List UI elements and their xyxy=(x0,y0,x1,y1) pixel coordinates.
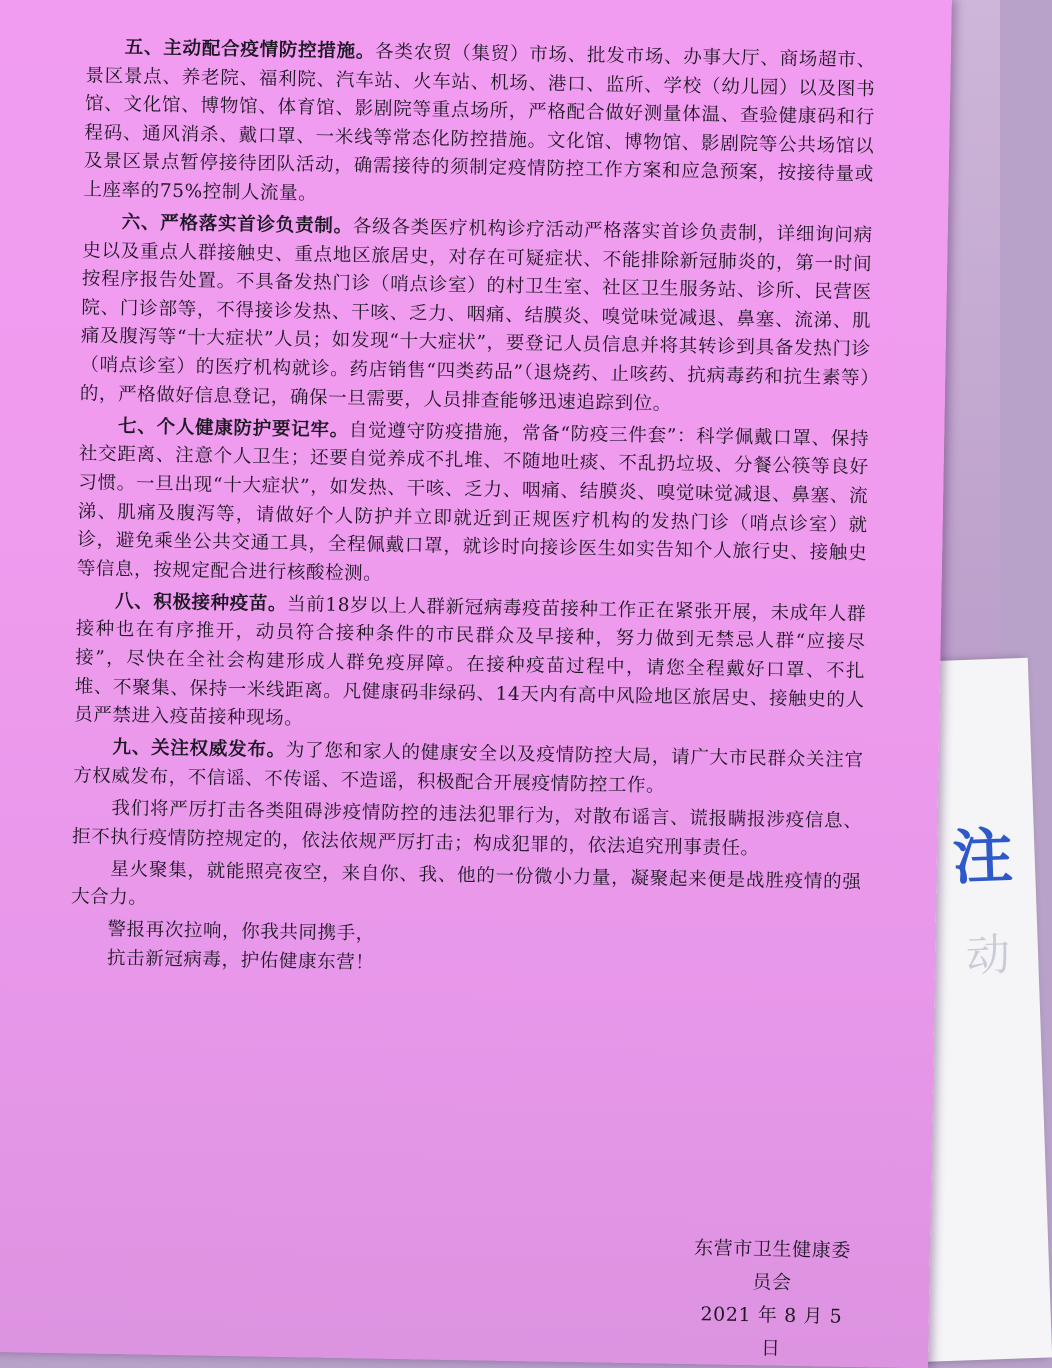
closing-line-1: 警报再次拉响，你我共同携手， xyxy=(107,919,376,945)
section-9-body: 为了您和家人的健康安全以及疫情防控大局，请广大市民群众关注官方权威发布，不信谣、不传谣、不造谣，积极配合开展疫情防控工作。 xyxy=(73,740,864,797)
section-5-body: 各类农贸（集贸）市场、批发市场、办事大厅、商场超市、景区景点、养老院、福利院、汽车站、火车站、机场、港口、监所、学校（幼儿园）以及图书馆、文化馆、博物馆、体育馆、影剧院等重点场所，严格配合做好测量体温、查验健康码和行程码、通风消杀、戴口罩、一米线等常态化防控措施。文化馆、博物馆、影剧院等公共场馆以及景区景点暂停接待团队活动，确需接待的须制定疫情防控工作方案和应急预案，按接待量或上座率的75%控制人流量。 xyxy=(83,41,876,205)
section-9-heading: 九、关注权威发布。 xyxy=(112,737,287,762)
underlying-sheet-blue-char: 注 xyxy=(951,821,1014,894)
section-5 xyxy=(83,33,876,218)
section-6-body: 各级各类医疗机构诊疗活动严格落实首诊负责制，详细询问病史以及重点人群接触史、重点地区旅居史，对存在可疑症状、不能排除新冠肺炎的，第一时间按程序报告处置。不具备发热门诊（哨点诊室）的村卫生室、社区卫生服务站、诊所、民营医院、门诊部等，不得接诊发热、干咳、乏力、咽痛、结膜炎、嗅觉味觉减退、鼻塞、流涕、肌痛及腹泻等“十大症状”人员；如发现“十大症状”，要登记人员信息并将其转诊到具备发热门诊（哨点诊室）的医疗机构就诊。药店销售“四类药品”（退烧药、止咳药、抗病毒药和抗生素等）的，严格做好信息登记，确保一旦需要，人员排查能够迅速追踪到位。 xyxy=(79,216,873,415)
closing-slogan xyxy=(70,916,861,987)
section-8-body: 当前18岁以上人群新冠病毒疫苗接种工作正在紧张开展，未成年人群接种也在有序推开，动员符合接种条件的市民群众及早接种，努力做到无禁忌人群“应接尽接”，尽快在全社会构建形成人群免疫屏障。在接种疫苗过程中，请您全程戴好口罩、不扎堆、不聚集、保持一米线距离。凡健康码非绿码、14天内有高中风险地区旅居史、接触史的人员严禁进入疫苗接种现场。 xyxy=(74,593,867,730)
signature-org: 东营市卫生健康委员会 xyxy=(693,1237,852,1294)
section-8 xyxy=(74,587,866,744)
notice-body xyxy=(70,33,876,1360)
paragraph-crackdown: 我们将严厉打击各类阻碍涉疫情防控的违法犯罪行为，对散布谣言、谎报瞒报涉疫信息、拒不执行疫情防控规定的，依法依规严厉打击；构成犯罪的，依法追究刑事责任。 xyxy=(71,797,863,859)
section-6-heading: 六、严格落实首诊负责制。 xyxy=(121,212,354,238)
section-8-heading: 八、积极接种疫苗。 xyxy=(114,590,288,615)
signature-block xyxy=(688,1232,855,1367)
closing-line-2: 抗击新冠病毒，护佑健康东营！ xyxy=(106,947,375,974)
section-7-body: 自觉遵守防疫措施，常备“防疫三件套”：科学佩戴口罩、保持社交距离、注意个人卫生；还要自觉养成不扎堆、不随地吐痰、不乱扔垃圾、分餐公筷等良好习惯。一旦出现“十大症状”，如发热、干咳、乏力、咽痛、结膜炎、嗅觉味觉减退、鼻塞、流涕、肌痛及腹泻等，请做好个人防护并立即就近到正规医疗机构的发热门诊（哨点诊室）就诊，避免乘坐公共交通工具，全程佩戴口罩，就诊时向接诊医生如实告知个人旅行史、接触史等信息，按规定配合进行核酸检测。 xyxy=(76,419,870,585)
signature-date: 2021 年 8 月 5 日 xyxy=(700,1303,843,1360)
section-7 xyxy=(77,412,870,597)
section-6 xyxy=(80,208,873,422)
section-5-heading: 五、主动配合疫情防控措施。 xyxy=(124,37,376,63)
section-7-heading: 七、个人健康防护要记牢。 xyxy=(117,415,350,441)
underlying-sheet-grey-char: 动 xyxy=(965,929,1011,983)
paragraph-spark: 星火聚集，就能照亮夜空，来自你、我、他的一份微小力量，凝聚起来便是战胜疫情的强大合力。 xyxy=(70,858,862,909)
section-9 xyxy=(73,734,864,805)
